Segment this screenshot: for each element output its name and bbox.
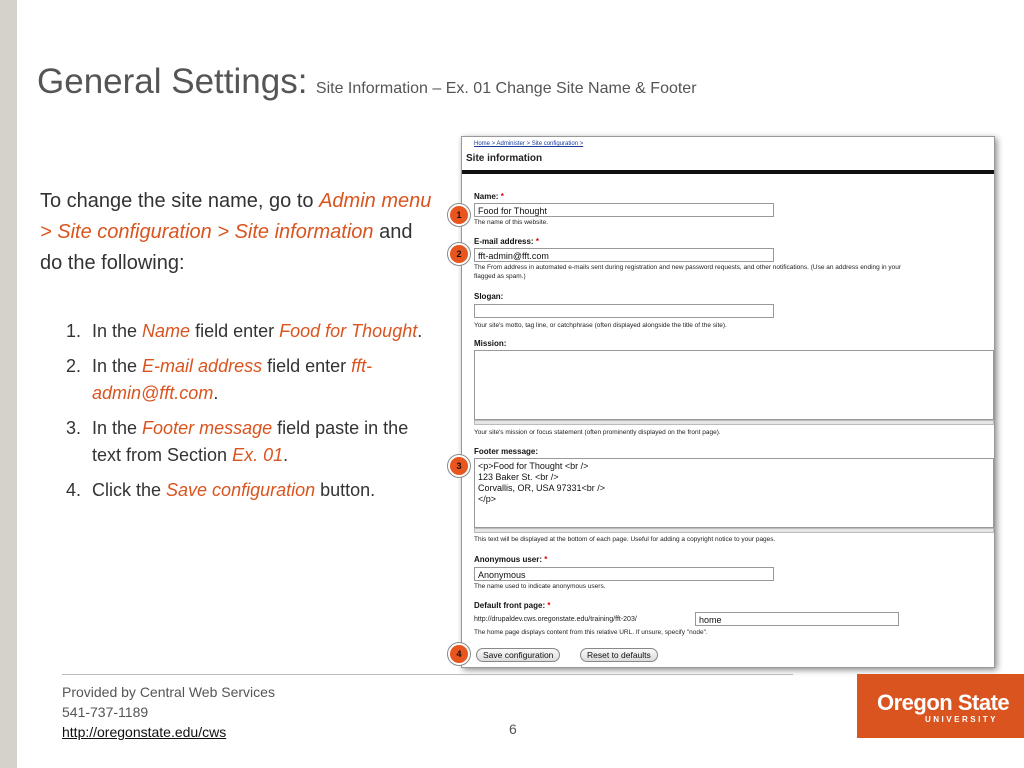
step-item <box>66 353 436 407</box>
name-input[interactable]: Food for Thought <box>474 203 774 217</box>
step-number: 3. <box>66 418 82 438</box>
step-button-name: Save configuration <box>166 480 316 500</box>
footer-message-textarea[interactable]: <p>Food for Thought <br /> 123 Baker St. <br /> Corvallis, OR, USA 97331<br /> </p> <box>474 458 994 528</box>
front-page-input[interactable]: home <box>695 612 899 626</box>
breadcrumb[interactable]: Home > Administer > Site configuration > <box>474 141 584 147</box>
step-text: In the <box>92 418 143 438</box>
step-item <box>66 477 436 504</box>
title-main: General Settings: <box>37 62 308 101</box>
email-hint: The From address in automated e-mails sent during registration and new password requests, and other notifications. (Use an address ending in your <box>474 264 902 271</box>
footer-divider <box>62 674 793 675</box>
required-marker: * <box>544 555 548 564</box>
step-item <box>66 318 436 345</box>
step-number: 2. <box>66 356 82 376</box>
step-number: 1. <box>66 321 82 341</box>
reset-to-defaults-button[interactable]: Reset to defaults <box>580 648 658 662</box>
step-value: Food for Thought <box>279 321 418 341</box>
callout-marker-4: 4 <box>448 643 470 665</box>
intro-menu-path: Admin menu > Site configuration > Site information <box>40 190 432 243</box>
mission-resize-handle[interactable] <box>474 420 994 425</box>
step-value: Ex. 01 <box>232 445 284 465</box>
required-marker: * <box>535 237 539 246</box>
mission-label: Mission: <box>474 339 507 348</box>
page-number: 6 <box>509 721 517 737</box>
step-text: In the <box>92 321 143 341</box>
step-item <box>66 415 436 469</box>
title-subtitle: Site Information – Ex. 01 Change Site Name & Footer <box>315 80 697 97</box>
step-text: . <box>417 321 423 341</box>
step-field-name: Footer message <box>142 418 273 438</box>
required-marker: * <box>500 192 504 201</box>
footer-link[interactable]: http://oregonstate.edu/cws <box>62 724 227 740</box>
panel-divider <box>462 170 994 174</box>
intro-paragraph <box>40 186 440 279</box>
mission-hint: Your site's mission or focus statement (often prominently displayed on the front page). <box>474 429 721 436</box>
anonymous-user-input[interactable]: Anonymous <box>474 567 774 581</box>
footer-provider: Provided by Central Web Services <box>62 684 275 700</box>
front-page-url-prefix: http://drupaldev.cws.oregonstate.edu/training/fft-203/ <box>474 616 637 623</box>
step-text: Click the <box>92 480 167 500</box>
email-input[interactable]: fft-admin@fft.com <box>474 248 774 262</box>
footer <box>62 682 275 742</box>
name-label: Name: * <box>474 192 504 201</box>
step-field-name: E-mail address <box>142 356 263 376</box>
step-text: field paste in the text from Section <box>92 418 409 465</box>
intro-text-end: and do the following: <box>40 221 413 274</box>
email-hint-cont: flagged as spam.) <box>474 273 526 280</box>
anonymous-user-hint: The name used to indicate anonymous users. <box>474 583 606 590</box>
steps-list <box>66 318 436 512</box>
callout-marker-1: 1 <box>448 204 470 226</box>
callout-marker-3: 3 <box>448 455 470 477</box>
email-label: E-mail address: * <box>474 237 539 246</box>
step-number: 4. <box>66 480 82 500</box>
slogan-label: Slogan: <box>474 292 504 301</box>
logo-name: Oregon State <box>877 690 1010 715</box>
step-text: . <box>213 383 219 403</box>
mission-textarea[interactable] <box>474 350 994 420</box>
step-text: button. <box>315 480 376 500</box>
intro-text-start: To change the site name, go to <box>40 190 320 212</box>
save-configuration-button[interactable]: Save configuration <box>476 648 560 662</box>
left-accent-bar <box>0 0 17 768</box>
footer-message-resize-handle[interactable] <box>474 528 994 533</box>
step-text: . <box>283 445 289 465</box>
step-field-name: Name <box>142 321 191 341</box>
anonymous-user-label: Anonymous user: * <box>474 555 548 564</box>
name-hint: The name of this website. <box>474 219 549 226</box>
footer-message-hint: This text will be displayed at the bottom of each page. Useful for adding a copyright notice to your pages. <box>474 536 776 543</box>
slide-title <box>37 62 697 102</box>
required-marker: * <box>547 601 551 610</box>
front-page-label: Default front page: * <box>474 601 551 610</box>
callout-marker-2: 2 <box>448 243 470 265</box>
step-text: field enter <box>190 321 280 341</box>
footer-phone: 541-737-1189 <box>62 704 149 720</box>
slogan-input[interactable] <box>474 304 774 318</box>
front-page-hint: The home page displays content from this relative URL. If unsure, specify "node". <box>474 629 708 636</box>
footer-message-label: Footer message: <box>474 447 539 456</box>
step-value: fft-admin@fft.com <box>92 356 373 403</box>
step-text: In the <box>92 356 143 376</box>
step-text: field enter <box>262 356 352 376</box>
panel-heading: Site information <box>466 153 543 164</box>
logo-university: UNIVERSITY <box>925 715 999 724</box>
site-information-screenshot <box>461 136 995 668</box>
slogan-hint: Your site's motto, tag line, or catchphrase (often displayed alongside the title of the site). <box>474 322 727 329</box>
oregon-state-logo <box>857 674 1024 738</box>
